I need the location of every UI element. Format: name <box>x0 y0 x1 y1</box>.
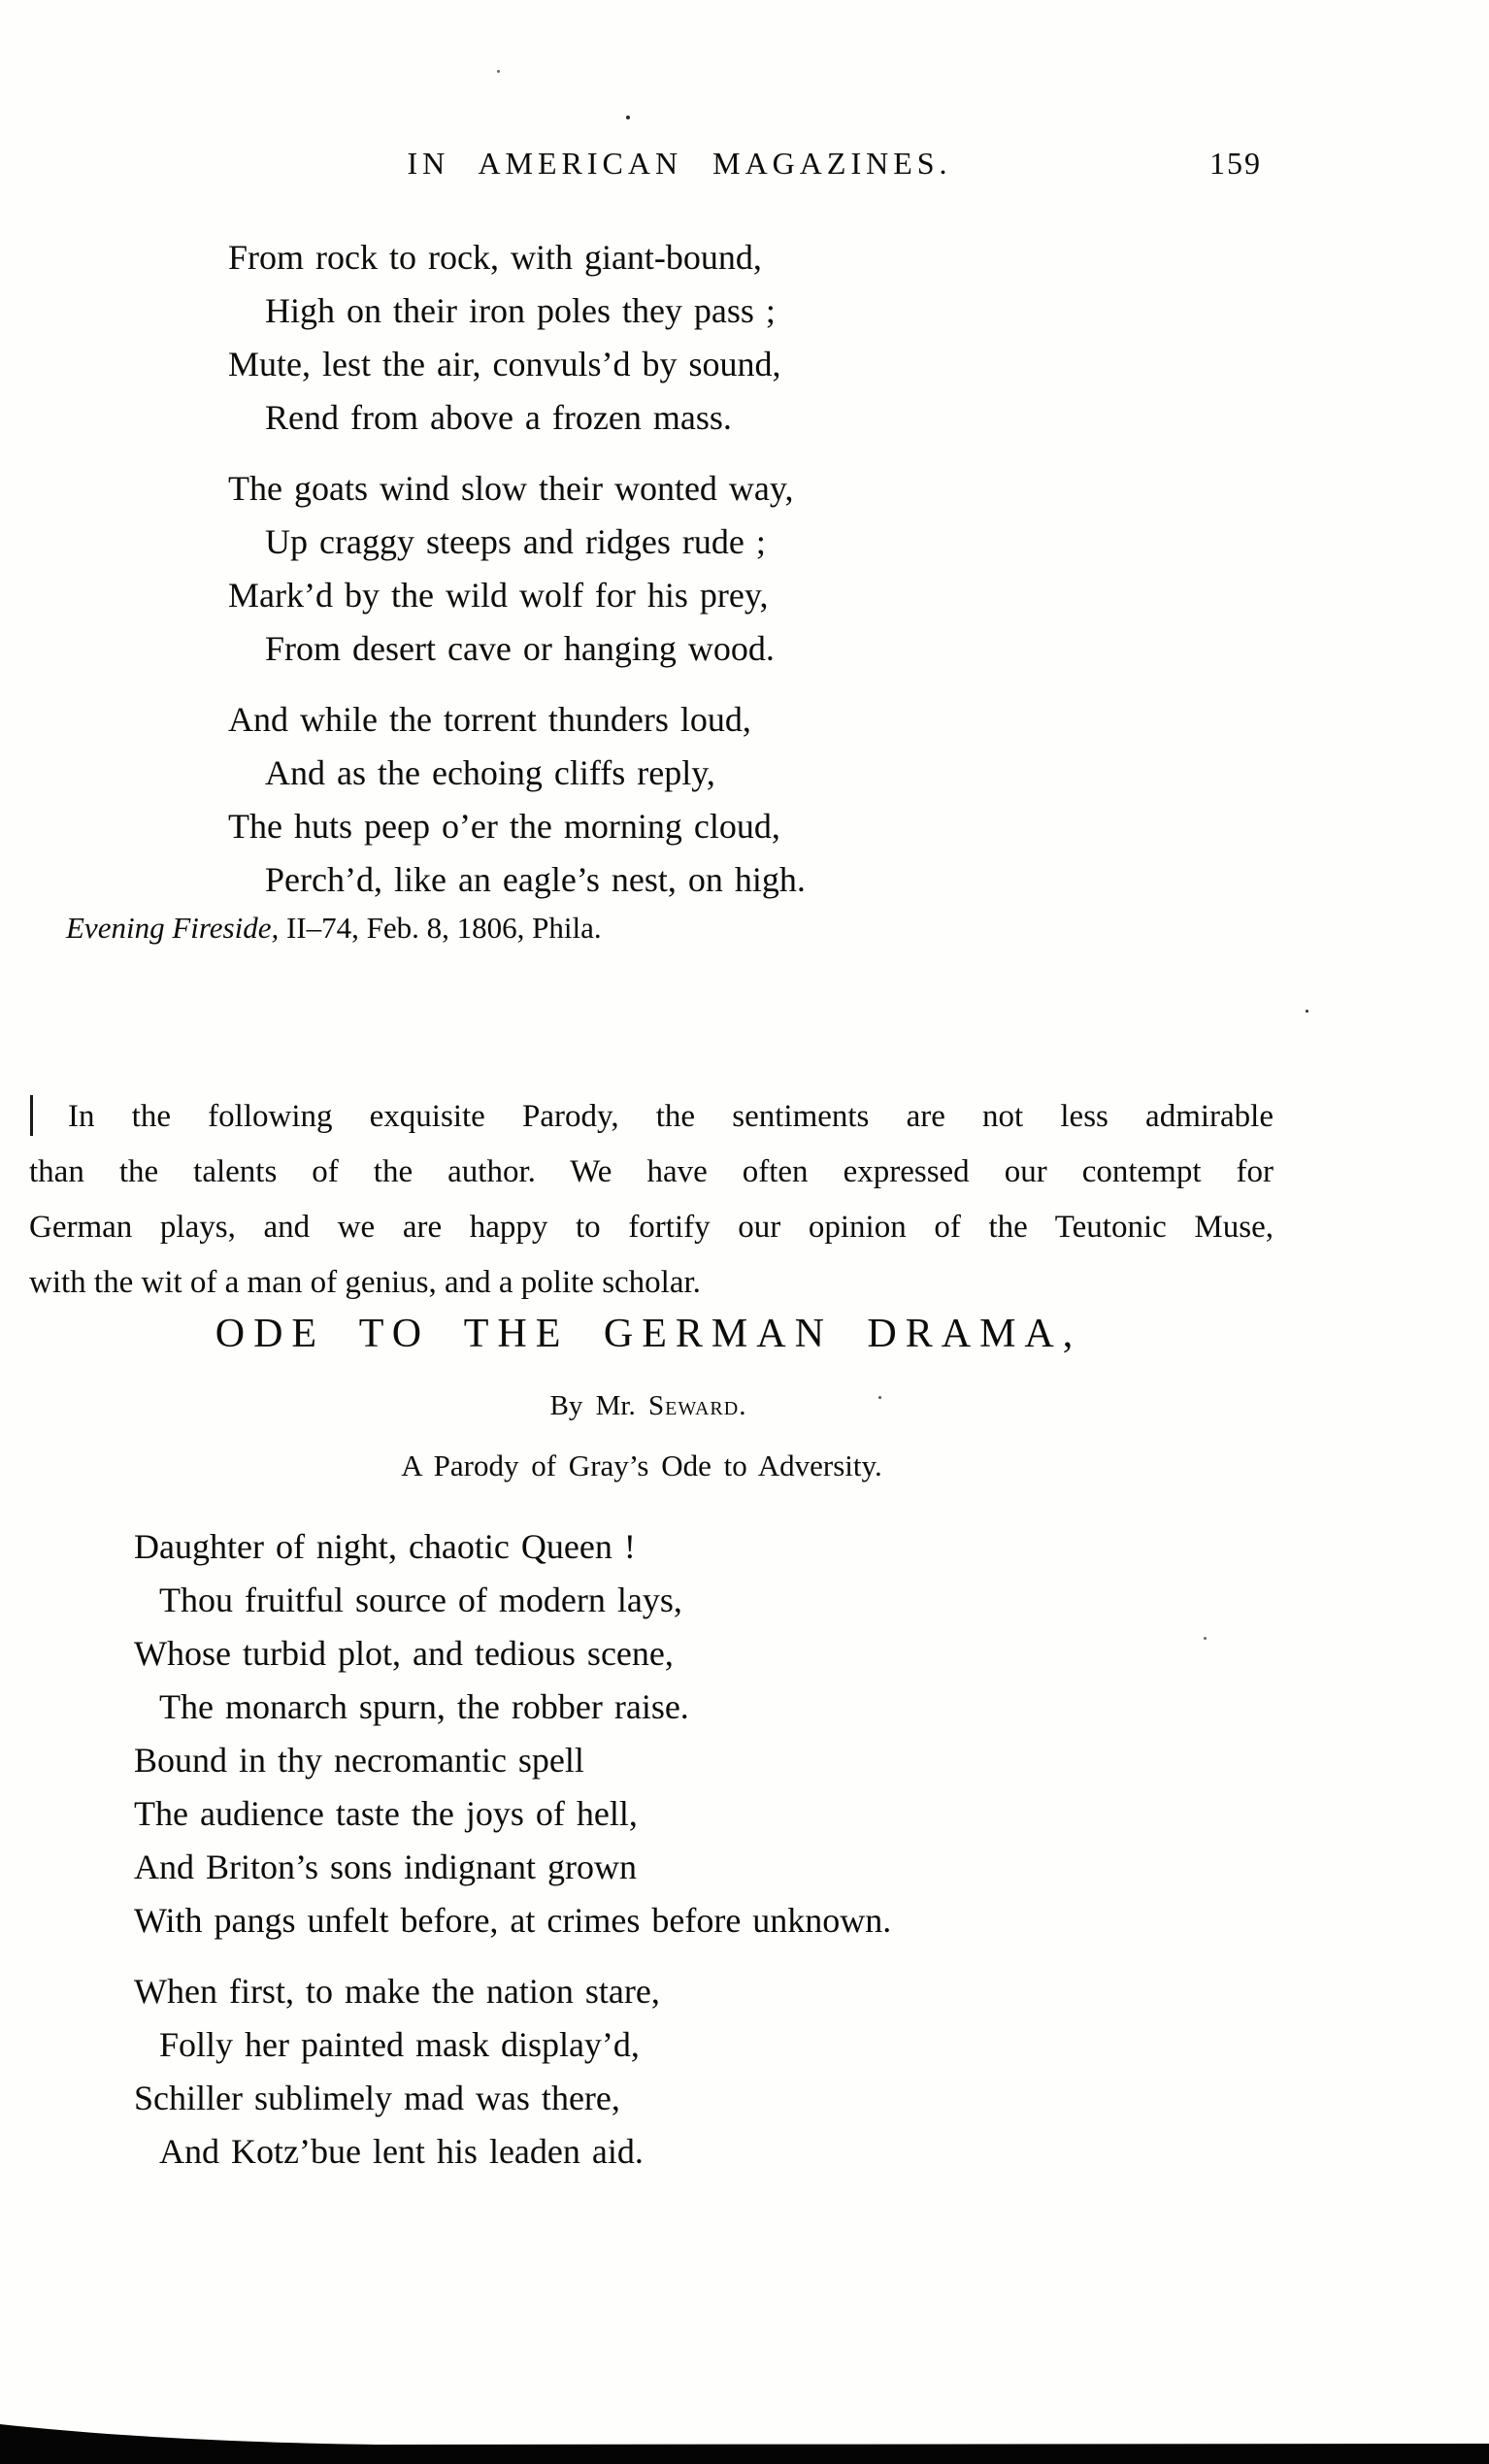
poem-line: The goats wind slow their wonted way, <box>228 469 794 508</box>
byline-prefix: By Mr. <box>549 1390 648 1421</box>
poem-alpine-stanzas <box>228 231 806 924</box>
poem-line: When first, to make the nation stare, <box>134 1972 660 2011</box>
poem-line: And Kotz’bue lent his leaden aid. <box>159 2132 644 2171</box>
source-citation <box>66 911 602 946</box>
poem-line: From rock to rock, with giant-bound, <box>228 238 762 277</box>
editorial-introduction <box>29 1089 1274 1311</box>
ode-poem <box>134 1520 891 2196</box>
running-header-title: IN AMERICAN MAGAZINES. <box>407 146 952 181</box>
poem-line: The audience taste the joys of hell, <box>134 1794 638 1833</box>
intro-line: than the talents of the author. We have often expressed our contempt for <box>29 1154 1274 1189</box>
stanza <box>228 462 806 676</box>
poem-line: Daughter of night, chaotic Queen ! <box>134 1527 636 1566</box>
poem-line: Mute, lest the air, convuls’d by sound, <box>228 345 781 383</box>
poem-line: The monarch spurn, the robber raise. <box>159 1687 689 1726</box>
poem-line: Mark’d by the wild wolf for his prey, <box>228 576 769 615</box>
scan-speck <box>497 70 500 73</box>
poem-line: And Briton’s sons indignant grown <box>134 1848 638 1886</box>
scan-margin-mark <box>30 1095 33 1136</box>
citation-detail: II–74, Feb. 8, 1806, Phila. <box>279 911 602 945</box>
scan-speck <box>1204 1637 1207 1640</box>
citation-source-title: Evening Fireside, <box>66 911 280 945</box>
poem-line: With pangs unfelt before, at crimes before unknown. <box>134 1901 892 1940</box>
stanza <box>228 231 806 445</box>
poem-line: The huts peep o’er the morning cloud, <box>228 807 780 846</box>
poem-line: Rend from above a frozen mass. <box>265 398 732 437</box>
poem-line: Thou fruitful source of modern lays, <box>159 1581 682 1619</box>
poem-line: Bound in thy necromantic spell <box>134 1741 584 1780</box>
page-number: 159 <box>1209 146 1262 181</box>
poem-line: Folly her painted mask display’d, <box>159 2025 640 2064</box>
scan-speck <box>1306 1010 1308 1013</box>
poem-line: Perch’d, like an eagle’s nest, on high. <box>265 860 806 899</box>
poem-line: Schiller sublimely mad was there, <box>134 2079 620 2117</box>
stanza <box>228 693 806 907</box>
byline-author-name: Seward. <box>647 1390 747 1421</box>
intro-line: with the wit of a man of genius, and a polite scholar. <box>29 1265 701 1300</box>
scan-speck <box>626 116 630 119</box>
poem-line: High on their iron poles they pass ; <box>265 291 776 330</box>
poem-line: From desert cave or hanging wood. <box>265 629 775 668</box>
ode-subtitle: A Parody of Gray’s Ode to Adversity. <box>401 1448 882 1482</box>
poem-line: And while the torrent thunders loud, <box>228 700 751 739</box>
intro-line: In the following exquisite Parody, the sentiments are not less admirable <box>68 1099 1274 1134</box>
ode-title: ODE TO THE GERMAN DRAMA, <box>215 1312 1082 1356</box>
ode-byline <box>0 1390 1297 1422</box>
stanza <box>134 1965 891 2179</box>
running-header <box>0 146 1489 184</box>
poem-line: Up craggy steeps and ridges rude ; <box>265 522 766 561</box>
scan-gutter-shadow <box>0 2406 1489 2464</box>
poem-line: Whose turbid plot, and tedious scene, <box>134 1634 674 1673</box>
stanza <box>134 1520 891 1948</box>
intro-line: German plays, and we are happy to fortify our opinion of the Teutonic Muse, <box>29 1210 1274 1245</box>
scan-speck <box>878 1396 881 1399</box>
poem-line: And as the echoing cliffs reply, <box>265 753 715 792</box>
